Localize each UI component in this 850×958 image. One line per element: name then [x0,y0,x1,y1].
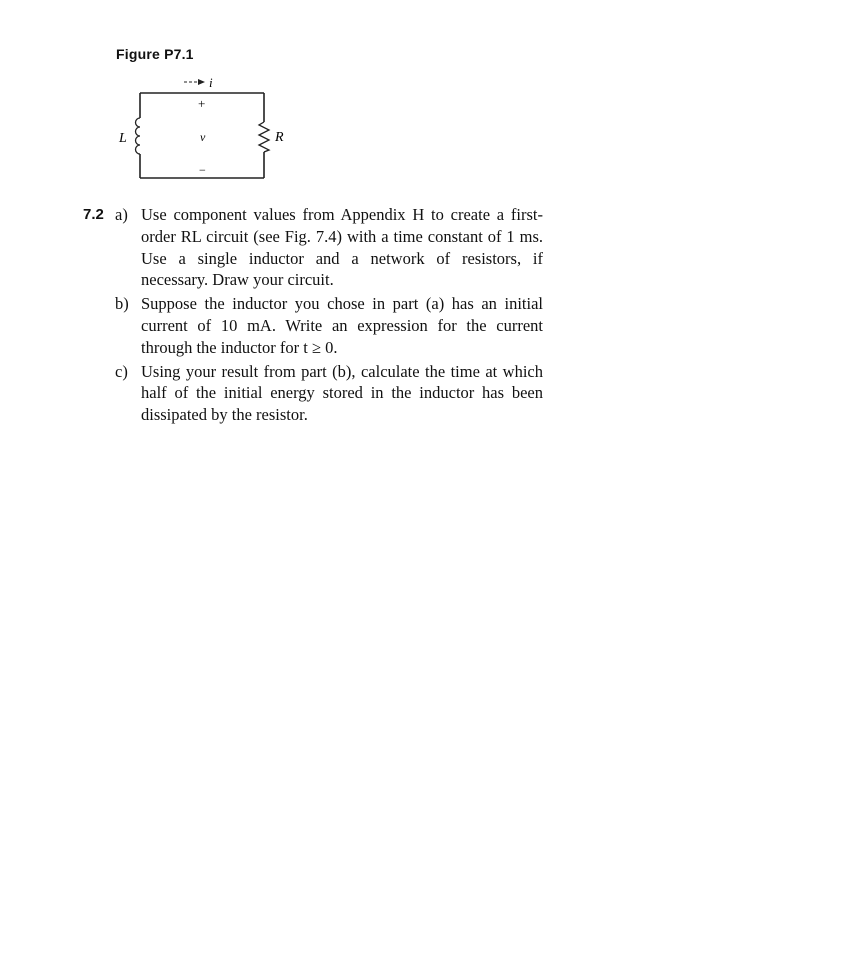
part-text-b: Suppose the inductor you chose in part (a) has an initial current of 10 mA. Write an expression for the current through the inductor for t ≥ 0. [141,294,543,357]
problem-number: 7.2 [83,206,104,223]
resistor-symbol [259,122,269,152]
plus-sign: + [198,96,206,111]
circuit-diagram [110,70,300,186]
problem-part-c [83,361,543,426]
part-text-a: Use component values from Appendix H to create a first-order RL circuit (see Fig. 7.4) with a time constant of 1 ms. Use a single inductor and a network of resistors, if necessary. Draw your circuit. [141,205,543,290]
problem-part-a [83,204,543,291]
part-label-a: a) [115,205,128,224]
inductor-symbol [136,118,141,154]
voltage-label: v [200,130,206,144]
part-label-c: c) [115,361,128,381]
figure-label: Figure P7.1 [116,46,194,62]
problem-7-2 [83,204,543,428]
inductor-label: L [119,131,127,146]
current-arrow [184,79,205,85]
part-text-c: Using your result from part (b), calculate the time at which half of the initial energy stored in the inductor has been dissipated by the resistor. [141,361,543,425]
part-label-b: b) [115,294,129,314]
current-label: i [209,75,213,90]
resistor-label: R [275,130,284,145]
problem-part-b [83,293,543,358]
minus-sign: − [199,163,206,177]
